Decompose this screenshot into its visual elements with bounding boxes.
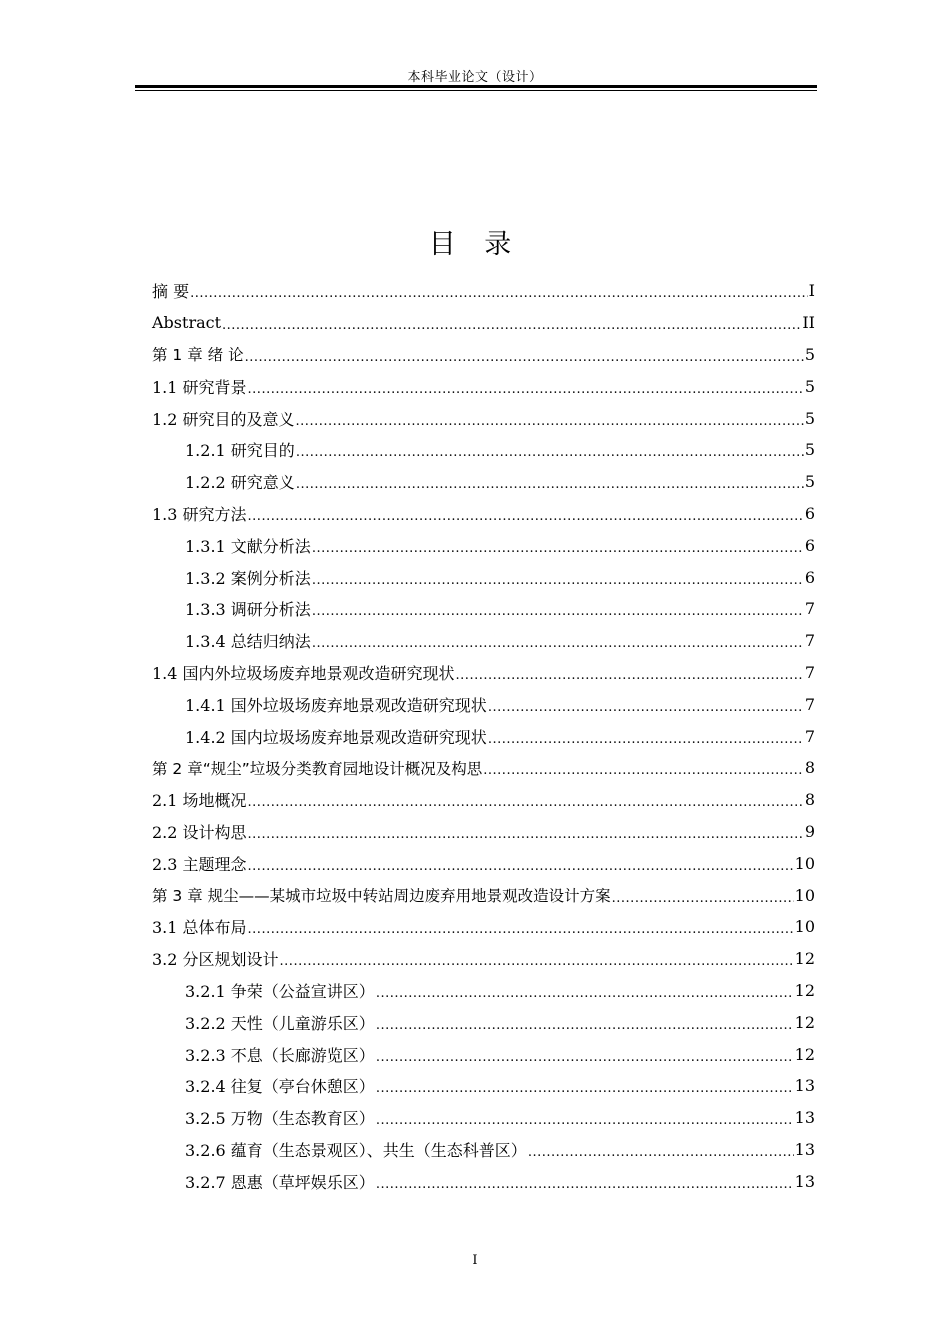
toc-entry[interactable] — [152, 1102, 815, 1134]
toc-leader-dots — [248, 795, 804, 810]
toc-entry[interactable] — [152, 1165, 815, 1197]
toc-entry[interactable] — [152, 307, 815, 339]
toc-entry-page: 5 — [804, 376, 815, 396]
toc-leader-dots — [296, 477, 804, 492]
toc-entry-page: 12 — [794, 1044, 815, 1064]
toc-entry-title: 3.2.5 万物（生态教育区） — [185, 1109, 375, 1129]
toc-leader-dots — [376, 1081, 794, 1096]
toc-entry-title: 3.2.1 争荣（公益宣讲区） — [185, 981, 375, 1001]
toc-entry-title: 3.2.3 不息（长廊游览区） — [185, 1045, 375, 1065]
toc-entry-page: 10 — [794, 853, 815, 873]
toc-entry-page: 6 — [804, 503, 815, 523]
toc-leader-dots — [528, 1145, 794, 1160]
toc-entry[interactable] — [152, 784, 815, 816]
toc-leader-dots — [248, 509, 804, 524]
toc-entry-title: 1.3.1 文献分析法 — [185, 536, 311, 556]
toc-heading: 目 录 — [428, 229, 522, 260]
toc-leader-dots — [483, 763, 804, 778]
toc-entry[interactable] — [152, 593, 815, 625]
toc-entry-page: 7 — [804, 726, 815, 746]
toc-entry-title: 3.2.6 蕴育（生态景观区）、共生（生态科普区） — [185, 1140, 527, 1160]
toc-entry-title: 2.3 主题理念 — [152, 854, 247, 874]
toc-entry[interactable] — [152, 1134, 815, 1166]
toc-leader-dots — [248, 922, 794, 937]
toc-entry-title: 3.2.7 恩惠（草坪娱乐区） — [185, 1172, 375, 1192]
toc-entry-title: 第 1 章 绪 论 — [152, 346, 244, 365]
toc-leader-dots — [248, 827, 804, 842]
toc-leader-dots — [296, 414, 804, 429]
toc-entry[interactable] — [152, 275, 815, 307]
toc-entry-page: 8 — [804, 790, 815, 810]
toc-entry-page: 12 — [794, 949, 815, 969]
toc-leader-dots — [248, 859, 794, 874]
toc-entry[interactable] — [152, 402, 815, 434]
toc-entry-title: 2.1 场地概况 — [152, 791, 247, 811]
page-number: I — [472, 1253, 478, 1268]
toc-entry-title: 1.2.2 研究意义 — [185, 473, 295, 493]
toc-entry-page: 7 — [804, 599, 815, 619]
toc-leader-dots — [488, 732, 804, 747]
toc-entry[interactable] — [152, 752, 815, 784]
toc-entry-title: 第 2 章“规尘”垃圾分类教育园地设计概况及构思 — [152, 759, 483, 778]
toc-entry-page: 13 — [794, 1108, 815, 1128]
toc-entry[interactable] — [152, 657, 815, 689]
toc-entry-title: 1.1 研究背景 — [152, 377, 247, 397]
toc-entry[interactable] — [152, 911, 815, 943]
toc-entry-page: 9 — [804, 821, 815, 841]
toc-entry[interactable] — [152, 943, 815, 975]
toc-entry-page: 5 — [804, 440, 815, 460]
toc-leader-dots — [296, 445, 804, 460]
toc-entry-page: 7 — [804, 662, 815, 682]
toc-entry-page: 6 — [804, 535, 815, 555]
toc-entry-title: 1.3.2 案例分析法 — [185, 568, 311, 588]
toc-entry[interactable] — [152, 466, 815, 498]
toc-entry[interactable] — [152, 1038, 815, 1070]
toc-entry-page: I — [808, 281, 815, 301]
toc-entry[interactable] — [152, 720, 815, 752]
toc-entry-page: II — [802, 313, 815, 333]
toc-entry-title: 1.3.4 总结归纳法 — [185, 632, 311, 652]
toc-entry-page: 5 — [804, 408, 815, 428]
toc-leader-dots — [248, 382, 804, 397]
page-header-title: 本科毕业论文（设计） — [407, 70, 543, 85]
toc-entry[interactable] — [152, 1070, 815, 1102]
toc-entry[interactable] — [152, 339, 815, 371]
toc-entry-page: 7 — [804, 631, 815, 651]
toc-entry[interactable] — [152, 529, 815, 561]
toc-leader-dots — [376, 1050, 794, 1065]
toc-entry-page: 5 — [804, 472, 815, 492]
toc-leader-dots — [456, 668, 804, 683]
toc-entry-title: Abstract — [152, 313, 222, 333]
toc-entry-title: 3.2 分区规划设计 — [152, 950, 279, 970]
toc-entry-title: 第 3 章 规尘——某城市垃圾中转站周边废弃用地景观改造设计方案 — [152, 887, 611, 906]
table-of-contents — [152, 275, 815, 1197]
toc-leader-dots — [312, 636, 804, 651]
toc-entry[interactable] — [152, 498, 815, 530]
toc-entry-page: 8 — [804, 758, 815, 778]
toc-leader-dots — [312, 604, 804, 619]
toc-entry[interactable] — [152, 688, 815, 720]
toc-entry-page: 13 — [794, 1139, 815, 1159]
toc-entry-title: 1.4 国内外垃圾场废弃地景观改造研究现状 — [152, 663, 455, 683]
toc-leader-dots — [312, 573, 804, 588]
header-rule-thin — [135, 90, 817, 91]
toc-leader-dots — [612, 891, 794, 906]
toc-entry-page: 6 — [804, 567, 815, 587]
toc-leader-dots — [190, 286, 808, 301]
toc-entry-title: 1.3 研究方法 — [152, 504, 247, 524]
toc-entry-page: 5 — [804, 344, 815, 364]
toc-entry-title: 3.1 总体布局 — [152, 918, 247, 938]
toc-entry[interactable] — [152, 625, 815, 657]
toc-entry[interactable] — [152, 561, 815, 593]
toc-leader-dots — [376, 986, 794, 1001]
toc-entry-title: 1.2.1 研究目的 — [185, 441, 295, 461]
toc-entry-title: 1.4.2 国内垃圾场废弃地景观改造研究现状 — [185, 727, 487, 747]
toc-leader-dots — [280, 954, 794, 969]
toc-entry-page: 13 — [794, 1171, 815, 1191]
toc-entry-title: 1.4.1 国外垃圾场废弃地景观改造研究现状 — [185, 695, 487, 715]
toc-entry-page: 13 — [794, 1076, 815, 1096]
toc-entry[interactable] — [152, 975, 815, 1007]
toc-entry[interactable] — [152, 1006, 815, 1038]
toc-entry-page: 12 — [794, 980, 815, 1000]
toc-leader-dots — [376, 1113, 794, 1128]
toc-entry-page: 10 — [794, 885, 815, 905]
header-rule — [135, 85, 817, 88]
toc-leader-dots — [245, 350, 804, 365]
toc-entry-page: 7 — [804, 694, 815, 714]
toc-entry-title: 3.2.2 天性（儿童游乐区） — [185, 1013, 375, 1033]
toc-entry[interactable] — [152, 816, 815, 848]
toc-entry[interactable] — [152, 370, 815, 402]
toc-leader-dots — [488, 700, 804, 715]
toc-entry-title: 摘 要 — [152, 282, 190, 302]
toc-leader-dots — [312, 541, 804, 556]
toc-entry[interactable] — [152, 434, 815, 466]
toc-entry-title: 1.2 研究目的及意义 — [152, 409, 295, 429]
toc-entry-title: 1.3.3 调研分析法 — [185, 600, 311, 620]
toc-entry[interactable] — [152, 847, 815, 879]
toc-leader-dots — [222, 318, 801, 333]
toc-entry-title: 2.2 设计构思 — [152, 822, 247, 842]
toc-entry-page: 12 — [794, 1012, 815, 1032]
toc-leader-dots — [376, 1018, 794, 1033]
toc-entry-page: 10 — [794, 917, 815, 937]
toc-leader-dots — [376, 1177, 794, 1192]
toc-entry-title: 3.2.4 往复（亭台休憩区） — [185, 1077, 375, 1097]
toc-entry[interactable] — [152, 879, 815, 911]
